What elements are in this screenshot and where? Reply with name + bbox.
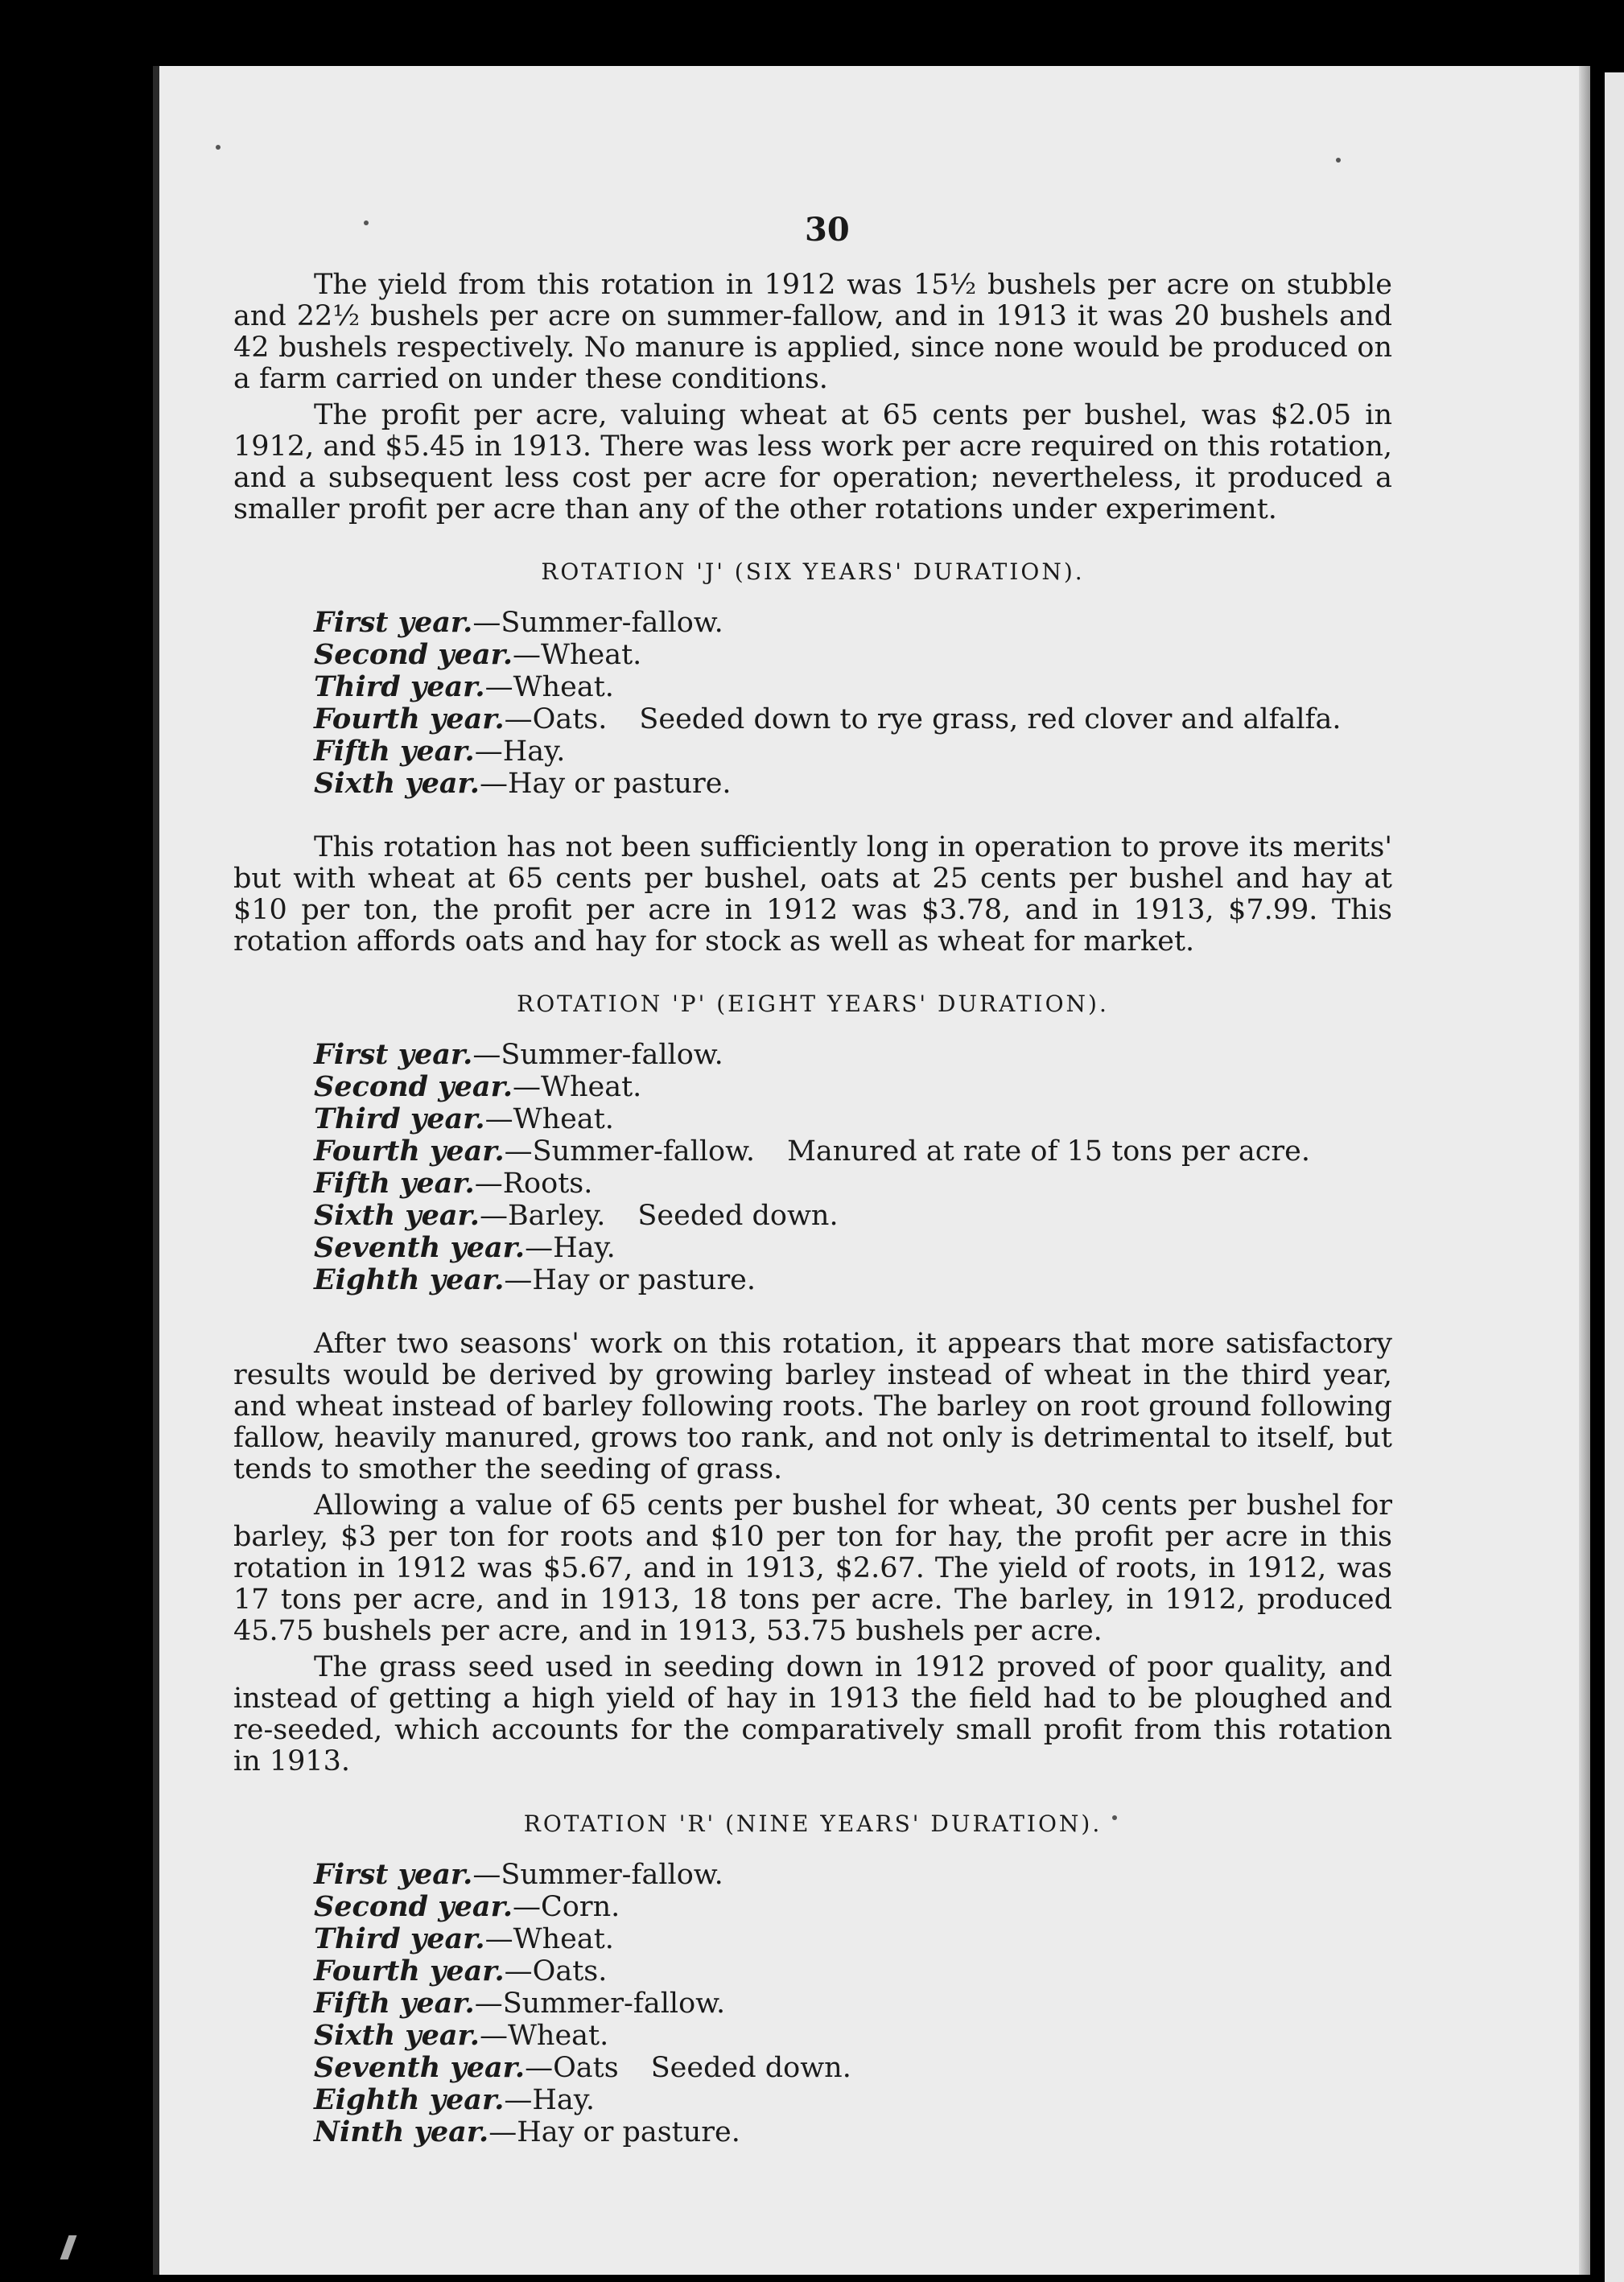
rotation-year-item xyxy=(314,1955,1392,1987)
crop-label: —Wheat. xyxy=(513,1071,642,1103)
year-label: Second year. xyxy=(314,1890,513,1923)
crop-label: —Roots. xyxy=(474,1168,593,1200)
year-label: Third year. xyxy=(314,1102,485,1135)
crop-label: —Oats. xyxy=(504,1955,608,1987)
crop-label: —Hay or pasture. xyxy=(479,768,732,800)
year-note: Seeded down. xyxy=(637,1200,839,1232)
rotation-year-item xyxy=(314,703,1392,735)
year-note: Seeded down. xyxy=(650,2052,851,2084)
rotation-year-item xyxy=(314,607,1392,639)
crop-label: —Summer-fallow. xyxy=(472,607,723,639)
rotation-year-item xyxy=(314,1039,1392,1071)
year-label: Fourth year. xyxy=(314,1135,505,1168)
year-label: Second year. xyxy=(314,638,513,671)
paragraph: This rotation has not been sufficiently long in operation to prove its merits' but with wheat at 65 cents per bushel, oats at 25 cents per bushel and hay at $10 per ton, the profit per acre in 1912 was $3.78, and in 1913, $7.99. This rotation affords oats and hay for stock as well as wheat for market. xyxy=(233,831,1392,958)
crop-label: —Wheat. xyxy=(484,1923,614,1955)
crop-label: —Wheat. xyxy=(513,639,642,671)
crop-label: —Summer-fallow. xyxy=(474,1987,726,2020)
year-label: Fourth year. xyxy=(314,1955,505,1987)
rotation-year-item xyxy=(314,1923,1392,1955)
rotation-year-item xyxy=(314,2020,1392,2052)
paragraph: After two seasons' work on this rotation, it appears that more satisfactory results would be derived by growing barley instead of wheat in the third year, and wheat instead of barley following roots. The barley on root ground following fallow, heavily manured, grows too rank, and not only is detrimental to itself, but tends to smother the seeding of grass. xyxy=(233,1328,1392,1485)
rotation-year-item xyxy=(314,1891,1392,1923)
year-label: Sixth year. xyxy=(314,767,480,800)
year-label: Seventh year. xyxy=(314,2051,526,2084)
crop-label: —Barley. xyxy=(479,1200,606,1232)
rotation-year-item xyxy=(314,1135,1392,1168)
rotation-year-item xyxy=(314,1103,1392,1135)
speck xyxy=(1336,158,1341,163)
rotation-year-item xyxy=(314,2084,1392,2116)
crop-label: —Summer-fallow. xyxy=(472,1859,723,1891)
year-label: First year. xyxy=(314,1858,473,1891)
speck xyxy=(216,145,221,150)
paragraph: The grass seed used in seeding down in 1912 proved of poor quality, and instead of getting a high yield of hay in 1913 the field had to be ploughed and re-seeded, which accounts for the comparatively small profit from this rotation in 1913. xyxy=(233,1651,1392,1777)
rotation-r-list xyxy=(314,1859,1392,2148)
crop-label: —Summer-fallow. xyxy=(504,1135,756,1168)
crop-label: —Hay. xyxy=(525,1232,616,1264)
paragraph: The profit per acre, valuing wheat at 65 cents per bushel, was $2.05 in 1912, and $5.45 in 1913. There was less work per acre required on this rotation, and a subsequent less cost per acre for operation; nevertheless, it produced a smaller profit per acre than any of the other rotations under experiment. xyxy=(233,399,1392,525)
rotation-year-item xyxy=(314,1232,1392,1264)
rotation-year-item xyxy=(314,2116,1392,2148)
year-label: Second year. xyxy=(314,1070,513,1103)
paragraph: The yield from this rotation in 1912 was 15½ bushels per acre on stubble and 22½ bushels per acre on summer-fallow, and in 1913 it was 20 bushels and 42 bushels respectively. No manure is applied, since none would be produced on a farm carried on under these conditions. xyxy=(233,269,1392,395)
year-label: Eighth year. xyxy=(314,1263,505,1296)
rotation-year-item xyxy=(314,735,1392,768)
crop-label: —Oats xyxy=(525,2052,619,2084)
rotation-j-heading: ROTATION 'J' (SIX YEARS' DURATION). xyxy=(541,558,1085,585)
rotation-year-item xyxy=(314,1859,1392,1891)
page-edge xyxy=(1579,66,1590,2275)
year-label: Fifth year. xyxy=(314,1167,475,1200)
crop-label: —Wheat. xyxy=(484,1103,614,1135)
scan-mark xyxy=(60,2235,77,2259)
rotation-p-heading: ROTATION 'P' (EIGHT YEARS' DURATION). xyxy=(517,991,1109,1017)
crop-label: —Wheat. xyxy=(484,671,614,703)
crop-label: —Hay or pasture. xyxy=(488,2116,740,2148)
year-label: First year. xyxy=(314,606,473,639)
rotation-year-item xyxy=(314,1987,1392,2020)
rotation-year-item xyxy=(314,1071,1392,1103)
rotation-year-item xyxy=(314,639,1392,671)
rotation-r-heading: ROTATION 'R' (NINE YEARS' DURATION). xyxy=(523,1810,1103,1837)
page-number: 30 xyxy=(805,211,850,249)
year-label: Third year. xyxy=(314,670,485,703)
crop-label: —Hay. xyxy=(504,2084,596,2116)
adjacent-page-strip xyxy=(1605,72,1624,2282)
paragraph: Allowing a value of 65 cents per bushel for wheat, 30 cents per bushel for barley, $3 per ton for roots and $10 per ton for hay, the profit per acre in this rotation in 1912 was $5.67, and in 1913, $2.67. The yield of roots, in 1912, was 17 tons per acre, and in 1913, 18 tons per acre. The barley, in 1912, produced 45.75 bushels per acre, and in 1913, 53.75 bushels per acre. xyxy=(233,1489,1392,1647)
rotation-j-list xyxy=(314,607,1392,800)
year-note: Seeded down to rye grass, red clover and alfalfa. xyxy=(639,703,1342,735)
rotation-year-item xyxy=(314,1168,1392,1200)
rotation-p-list xyxy=(314,1039,1392,1296)
year-label: Sixth year. xyxy=(314,1199,480,1232)
crop-label: —Summer-fallow. xyxy=(472,1039,723,1071)
rotation-year-item xyxy=(314,1200,1392,1232)
year-label: Fifth year. xyxy=(314,735,475,768)
year-label: Ninth year. xyxy=(314,2115,489,2148)
year-label: Third year. xyxy=(314,1922,485,1955)
crop-label: —Hay or pasture. xyxy=(504,1264,756,1296)
rotation-year-item xyxy=(314,768,1392,800)
year-label: Fourth year. xyxy=(314,702,505,735)
page-content xyxy=(233,209,1392,2148)
year-label: Eighth year. xyxy=(314,2083,505,2116)
year-label: Seventh year. xyxy=(314,1231,526,1264)
rotation-year-item xyxy=(314,2052,1392,2084)
year-label: First year. xyxy=(314,1038,473,1071)
crop-label: —Wheat. xyxy=(479,2020,609,2052)
crop-label: —Oats. xyxy=(504,703,608,735)
rotation-year-item xyxy=(314,671,1392,703)
year-label: Fifth year. xyxy=(314,1987,475,2020)
crop-label: —Corn. xyxy=(513,1891,620,1923)
year-label: Sixth year. xyxy=(314,2019,480,2052)
rotation-year-item xyxy=(314,1264,1392,1296)
crop-label: —Hay. xyxy=(474,735,566,768)
year-note: Manured at rate of 15 tons per acre. xyxy=(787,1135,1310,1168)
